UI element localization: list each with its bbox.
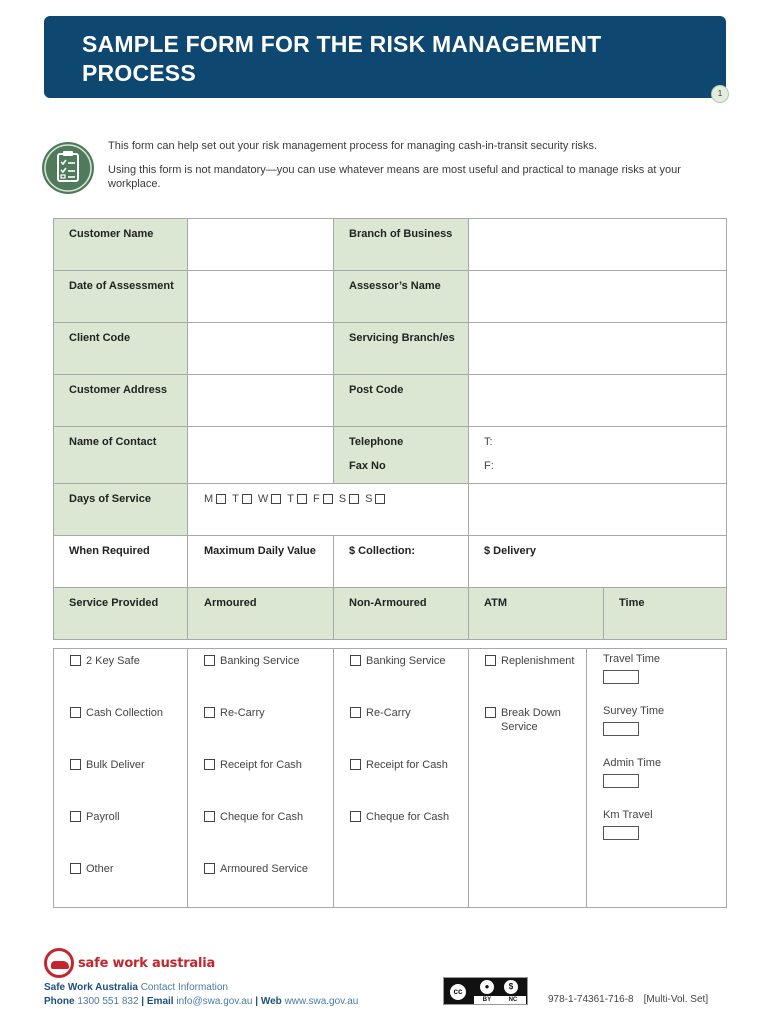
when-required-label: When Required [54, 536, 188, 588]
edition: [Multi-Vol. Set] [643, 994, 709, 1005]
checkbox-box[interactable] [350, 655, 361, 666]
creative-commons-badge [443, 977, 528, 1005]
checkbox-box[interactable] [204, 655, 215, 666]
checkbox-label: Cash Collection [86, 706, 164, 719]
post-code-label: Post Code [334, 375, 469, 427]
date-of-assessment-label: Date of Assessment [54, 271, 188, 323]
time-cell [587, 701, 727, 753]
non-armoured-cell [334, 701, 469, 753]
footer-contact [44, 981, 358, 1009]
atm-cell [469, 753, 587, 805]
checkbox-label: Bulk Deliver [86, 758, 145, 771]
kangaroo-logo-icon [44, 948, 74, 978]
armoured-header: Armoured [188, 588, 334, 640]
customer-details-table [53, 218, 727, 640]
checkbox-label: Replenishment [501, 655, 575, 667]
checkbox-label: Cheque for Cash [220, 810, 304, 823]
checkbox-non-armoured-banking-service[interactable] [350, 654, 458, 668]
days-checkboxes [204, 492, 458, 506]
customer-address-label: Customer Address [54, 375, 188, 427]
time-cell [587, 857, 727, 908]
checkbox-bulk-deliver[interactable] [70, 758, 177, 772]
name-of-contact-label: Name of Contact [54, 427, 188, 484]
cc-license-labels [474, 996, 526, 1004]
maximum-daily-value-label: Maximum Daily Value [188, 536, 334, 588]
checkbox-label: Cheque for Cash [366, 810, 450, 823]
footer-org: Safe Work Australia [44, 982, 138, 993]
day-letter-mon: M [204, 493, 214, 505]
time-cell [587, 805, 727, 857]
checkbox-non-armoured-receipt-for-cash[interactable] [350, 758, 458, 772]
date-of-assessment-field[interactable] [188, 271, 334, 323]
post-code-field[interactable] [469, 375, 727, 427]
day-letter-sun: S [365, 493, 373, 505]
armoured-cell [188, 701, 334, 753]
checkbox-box[interactable] [70, 811, 81, 822]
checkbox-box[interactable] [204, 863, 215, 874]
footer-contact-line [44, 995, 358, 1009]
checkbox-armoured-receipt-for-cash[interactable] [204, 758, 323, 772]
armoured-cell [188, 805, 334, 857]
checkbox-box[interactable] [350, 811, 361, 822]
non-armoured-cell [334, 753, 469, 805]
name-of-contact-field[interactable] [188, 427, 334, 484]
safe-work-australia-logo [44, 948, 215, 978]
day-letter-sat: S [338, 493, 347, 505]
time-cell [587, 649, 727, 701]
page-title: SAMPLE FORM FOR THE RISK MANAGEMENT PROCESS [82, 31, 602, 86]
admin-time-label: Admin Time [603, 756, 662, 769]
fax-field[interactable]: F: [484, 460, 494, 472]
km-travel-input[interactable] [603, 826, 639, 840]
email-link[interactable]: info@swa.gov.au [176, 996, 253, 1007]
checkbox-label: Re-Carry [220, 706, 265, 719]
checkbox-payroll[interactable] [70, 810, 177, 824]
atm-header: ATM [469, 588, 604, 640]
days-of-service-extra-field[interactable] [469, 484, 727, 536]
cc-nc-label: NC [508, 997, 518, 1003]
web-label: Web [260, 996, 282, 1007]
telephone-fax-fields [469, 427, 727, 484]
time-cell [587, 753, 727, 805]
fax-label: Fax No [349, 460, 386, 472]
km-travel-label: Km Travel [603, 808, 653, 821]
checkbox-label: Break Down Service [501, 706, 561, 733]
isbn-line [548, 994, 708, 1005]
checkbox-cash-collection[interactable] [70, 706, 177, 720]
checkbox-atm-break-down-service[interactable] [485, 706, 576, 734]
checkbox-box[interactable] [485, 707, 496, 718]
client-code-field[interactable] [188, 323, 334, 375]
armoured-cell [188, 753, 334, 805]
checkbox-armoured-service[interactable] [204, 862, 323, 876]
checkbox-armoured-banking-service[interactable] [204, 654, 323, 668]
atm-cell [469, 805, 587, 857]
servicing-branches-label: Servicing Branch/es [334, 323, 469, 375]
checkbox-label: Banking Service [220, 655, 300, 667]
service-cell [54, 857, 188, 908]
services-checklist-table [53, 648, 727, 908]
atm-cell [469, 701, 587, 753]
separator: | [255, 996, 259, 1007]
checkbox-box[interactable] [204, 811, 215, 822]
non-armoured-cell [334, 805, 469, 857]
telephone-field[interactable]: T: [484, 436, 493, 448]
day-letter-thu: T [287, 493, 295, 505]
day-letter-tue: T [232, 493, 239, 505]
service-cell [54, 649, 188, 701]
day-checkbox-wed[interactable] [271, 494, 281, 504]
survey-time-label: Survey Time [603, 704, 665, 717]
client-code-label: Client Code [54, 323, 188, 375]
branch-of-business-label: Branch of Business [334, 219, 469, 271]
day-letter-fri: F [313, 493, 320, 505]
title-banner [44, 16, 726, 98]
days-of-service-field [188, 484, 469, 536]
days-of-service-label: Days of Service [54, 484, 188, 536]
checkbox-armoured-cheque-for-cash[interactable] [204, 810, 323, 824]
telephone-fax-labels [334, 427, 469, 484]
non-armoured-cell [334, 649, 469, 701]
checkbox-label: Armoured Service [220, 862, 309, 875]
non-armoured-header: Non-Armoured [334, 588, 469, 640]
footer-org-line [44, 981, 358, 995]
isbn: 978-1-74361-716-8 [548, 994, 634, 1005]
day-checkbox-sun[interactable] [375, 494, 385, 504]
brand-name: safe work australia [78, 955, 216, 971]
attribution-person-icon: ● [480, 980, 494, 994]
checkbox-other[interactable] [70, 862, 177, 876]
checkbox-label: 2 Key Safe [86, 655, 140, 667]
customer-address-field[interactable] [188, 375, 334, 427]
servicing-branches-field[interactable] [469, 323, 727, 375]
checkbox-label: Payroll [86, 810, 120, 823]
service-cell [54, 701, 188, 753]
checkbox-label: Other [86, 862, 114, 875]
delivery-label[interactable]: $ Delivery [469, 536, 727, 588]
cc-icon: cc [448, 982, 468, 1002]
collection-label[interactable]: $ Collection: [334, 536, 469, 588]
checkbox-box[interactable] [204, 759, 215, 770]
phone-number[interactable]: 1300 551 832 [77, 996, 139, 1007]
checkbox-armoured-re-carry[interactable] [204, 706, 323, 720]
email-label: Email [146, 996, 174, 1007]
checkbox-2-key-safe[interactable] [70, 654, 177, 668]
separator: | [141, 996, 145, 1007]
page-number: 1 [711, 85, 729, 103]
checkbox-label: Banking Service [366, 655, 446, 667]
web-link[interactable]: www.swa.gov.au [284, 996, 359, 1007]
checkbox-non-armoured-cheque-for-cash[interactable] [350, 810, 458, 824]
phone-label: Phone [44, 996, 75, 1007]
checkbox-box[interactable] [70, 707, 81, 718]
service-cell [54, 753, 188, 805]
survey-time-input[interactable] [603, 722, 639, 736]
intro-paragraph-2: Using this form is not mandatory—you can use whatever means are most useful and practical to manage risks at your workplace. [108, 164, 681, 190]
time-header: Time [604, 588, 727, 640]
telephone-label: Telephone [349, 436, 404, 448]
admin-time-input[interactable] [603, 774, 639, 788]
intro-paragraph-1: This form can help set out your risk management process for managing cash-in-transit security risks. [108, 140, 598, 152]
checkbox-box[interactable] [204, 707, 215, 718]
day-checkbox-sat[interactable] [349, 494, 359, 504]
service-provided-header: Service Provided [54, 588, 188, 640]
non-armoured-cell [334, 857, 469, 908]
branch-of-business-field[interactable] [469, 219, 727, 271]
customer-name-label: Customer Name [54, 219, 188, 271]
day-checkbox-mon[interactable] [216, 494, 226, 504]
checkbox-non-armoured-re-carry[interactable] [350, 706, 458, 720]
assessors-name-label: Assessor’s Name [334, 271, 469, 323]
checkbox-box[interactable] [485, 655, 496, 666]
intro-text [108, 139, 728, 201]
armoured-cell [188, 857, 334, 908]
checkbox-label: Re-Carry [366, 706, 411, 719]
checkbox-label: Receipt for Cash [220, 758, 302, 771]
checkbox-box[interactable] [350, 707, 361, 718]
footer-contact-info: Contact Information [140, 982, 228, 993]
checkbox-box[interactable] [70, 655, 81, 666]
day-checkbox-tue[interactable] [242, 494, 252, 504]
checkbox-box[interactable] [70, 759, 81, 770]
assessors-name-field[interactable] [469, 271, 727, 323]
atm-cell [469, 649, 587, 701]
checkbox-atm-replenishment[interactable] [485, 654, 576, 668]
clipboard-checklist-icon [42, 142, 94, 194]
day-checkbox-fri[interactable] [323, 494, 333, 504]
checkbox-box[interactable] [70, 863, 81, 874]
atm-cell [469, 857, 587, 908]
checkbox-box[interactable] [350, 759, 361, 770]
day-checkbox-thu[interactable] [297, 494, 307, 504]
travel-time-input[interactable] [603, 670, 639, 684]
customer-name-field[interactable] [188, 219, 334, 271]
travel-time-label: Travel Time [603, 653, 661, 665]
service-cell [54, 805, 188, 857]
checkbox-label: Receipt for Cash [366, 758, 448, 771]
armoured-cell [188, 649, 334, 701]
day-letter-wed: W [257, 493, 269, 505]
cc-by-label: BY [482, 997, 492, 1003]
non-commercial-icon: $ [504, 980, 518, 994]
